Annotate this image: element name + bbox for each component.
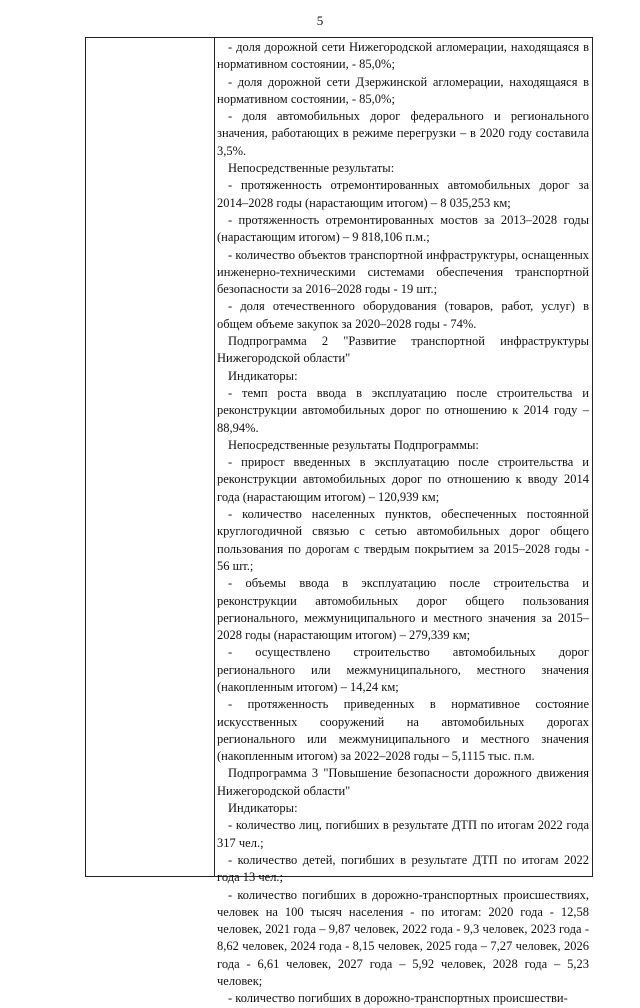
paragraph: Непосредственные результаты: <box>228 161 395 176</box>
paragraph: - протяженность отремонтированных автомобильных дорог за 2014–2028 годы (нарастающим итогом) – 8 035,253 км; <box>217 178 589 210</box>
paragraph: Индикаторы: <box>228 368 298 383</box>
paragraph: - количество населенных пунктов, обеспеченных постоянной круглогодичной связью с сетью автомобильных дорог общего пользования по дорогам с твердым покрытием за 2015–2028 годы - 56 шт.; <box>217 507 589 573</box>
content-table <box>85 37 593 1006</box>
paragraph: - осуществлено строительство автомобильных дорог регионального или межмуниципального, местного значения (накопленным итогом) – 14,24 км; <box>217 645 589 694</box>
paragraph: - количество объектов транспортной инфраструктуры, оснащенных инженерно-техническими системами обеспечения транспортной безопасности за 2016–2028 годы - 19 шт.; <box>217 247 589 297</box>
paragraph: - протяженность отремонтированных мостов за 2013–2028 годы (нарастающим итогом) – 9 818,106 п.м.; <box>217 212 589 245</box>
paragraph: Подпрограмма 2 "Развитие транспортной инфраструктуры Нижегородской области" <box>217 334 589 366</box>
table-left-column <box>86 38 215 876</box>
paragraph: - доля автомобильных дорог федерального и регионального значения, работающих в режиме перегрузки – в 2020 году составила 3,5%. <box>217 109 589 158</box>
paragraph: Непосредственные результаты Подпрограммы: <box>228 437 479 452</box>
paragraph: - протяженность приведенных в нормативное состояние искусственных сооружений на автомобильных дорогах регионального или межмуниципального и местного значения (накопленным итогом) за 2022–2028 годы – 5,1115 тыс. п.м. <box>217 697 589 764</box>
paragraph: Подпрограмма 3 "Повышение безопасности дорожного движения Нижегородской области" <box>217 766 589 798</box>
paragraph: - прирост введенных в эксплуатацию после строительства и реконструкции автомобильных дорог по отношению к вводу 2014 года (нарастающим итогом) – 120,939 км; <box>217 455 589 504</box>
paragraph: - доля дорожной сети Нижегородской агломерации, находящаяся в нормативном состоянии, - 85,0%; <box>217 40 589 72</box>
paragraph: - количество погибших в дорожно-транспортных происшестви- <box>228 991 568 1006</box>
page-number: 5 <box>316 13 324 28</box>
paragraph: - доля отечественного оборудования (товаров, работ, услуг) в общем объеме закупок за 2020–2028 годы - 74%. <box>217 299 589 331</box>
paragraph: - доля дорожной сети Дзержинской агломерации, находящаяся в нормативном состоянии, - 85,0%; <box>217 74 589 106</box>
paragraph: - количество лиц, погибших в результате ДТП по итогам 2022 года 317 чел.; <box>217 818 589 850</box>
paragraph: - темп роста ввода в эксплуатацию после строительства и реконструкции автомобильных дорог по отношению к 2014 году – 88,94%. <box>217 385 589 435</box>
paragraph: - количество погибших в дорожно-транспортных происшествиях, человек на 100 тысяч населения - по итогам: 2020 года - 12,58 человек, 2021 года – 9,87 человек, 2022 года - 9,3 человек, 2023 года - 8,62 человек, 2024 года - 8,15 человек, 2025 года – 7,27 человек, 2026 года - 6,61 человек, 2027 года – 5,92 человек, 2028 года – 5,23 человек; <box>217 887 589 989</box>
paragraph: Индикаторы: <box>228 801 298 816</box>
paragraph: - количество детей, погибших в результате ДТП по итогам 2022 года 13 чел.; <box>217 852 589 885</box>
table-right-column <box>217 39 589 1008</box>
paragraph: - объемы ввода в эксплуатацию после строительства и реконструкции автомобильных дорог общего пользования регионального, межмуниципального и местного значения за 2015–2028 годы (нарастающим итогом) – 279,339 км; <box>217 576 589 643</box>
